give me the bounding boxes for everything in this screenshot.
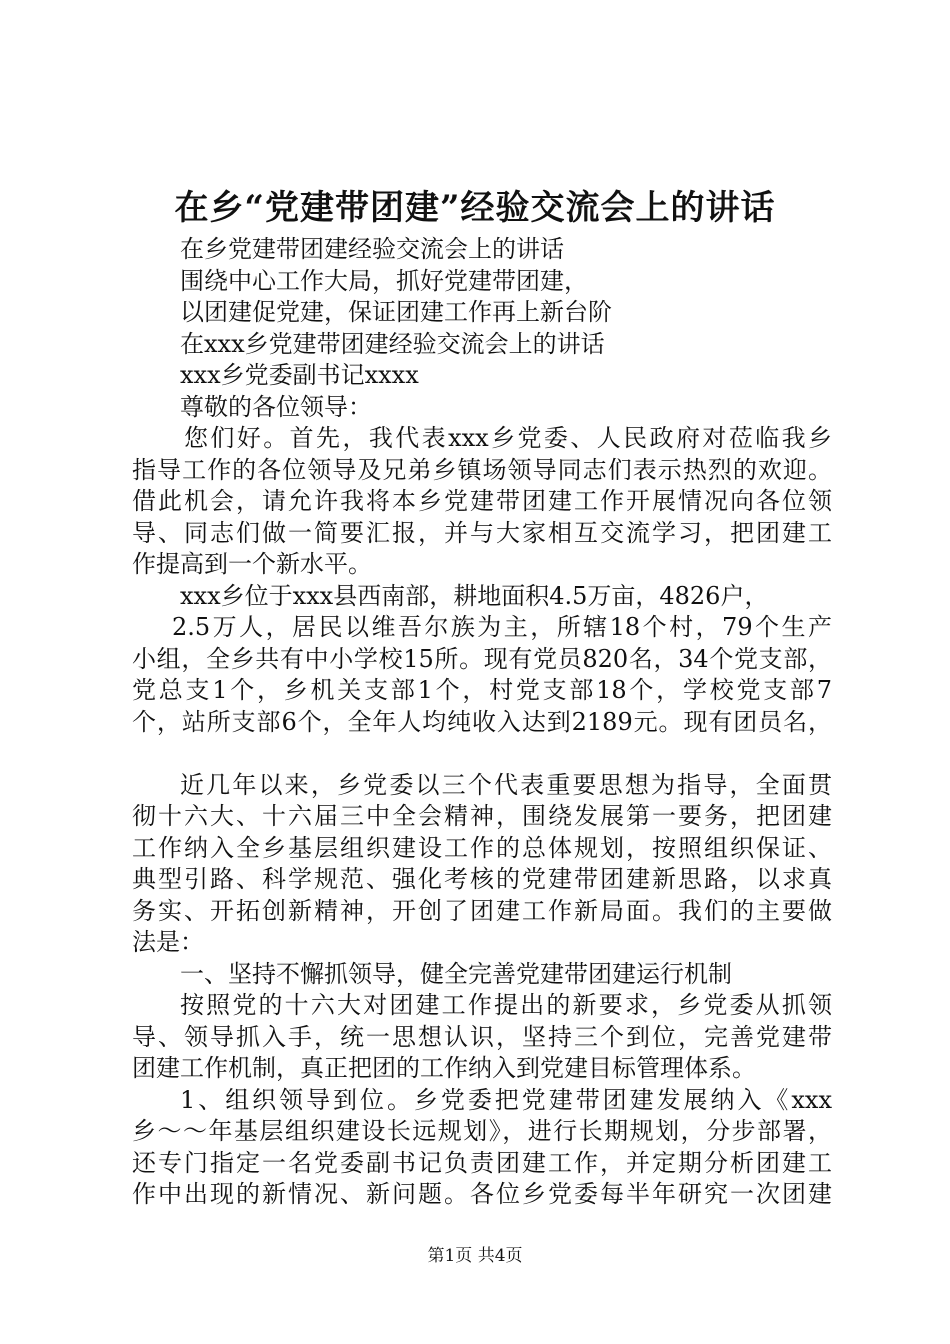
paragraph-line: 按照党的十六大对团建工作提出的新要求，乡党委从抓领 <box>180 991 832 1019</box>
document-title: 在乡“党建带团建”经验交流会上的讲话 <box>174 188 776 228</box>
paragraph-line: 党总支1个，乡机关支部1个，村党支部18个，学校党支部7 <box>132 676 832 704</box>
paragraph-line: 法是： <box>132 928 204 956</box>
paragraph-line: 工作纳入全乡基层组织建设工作的总体规划，按照组织保证、 <box>132 833 832 862</box>
paragraph-line: 导、领导抓入手，统一思想认识，坚持三个到位，完善党建带 <box>132 1022 832 1051</box>
paragraph-line: 团建工作机制，真正把团的工作纳入到党建目标管理体系。 <box>132 1054 756 1082</box>
document-body <box>132 234 832 1211</box>
paragraph-line: 1、组织领导到位。乡党委把党建带团建发展纳入《xxx <box>180 1085 832 1114</box>
paragraph-line: 近几年以来，乡党委以三个代表重要思想为指导，全面贯 <box>180 770 832 799</box>
paragraph-line: 小组，全乡共有中小学校15所。现有党员820名，34个党支部， <box>132 644 832 673</box>
heading-line: 在xxx乡党建带团建经验交流会上的讲话 <box>180 329 605 358</box>
speaker-line: xxx乡党委副书记xxxx <box>180 361 419 389</box>
paragraph-line: 乡～～年基层组织建设长远规划》，进行长期规划，分步部署， <box>132 1117 832 1145</box>
section-heading: 一、坚持不懈抓领导，健全完善党建带团建运行机制 <box>180 959 732 988</box>
paragraph-line: 借此机会，请允许我将本乡党建带团建工作开展情况向各位领 <box>132 487 832 515</box>
paragraph-line: 指导工作的各位领导及兄弟乡镇场领导同志们表示热烈的欢迎。 <box>132 455 832 484</box>
paragraph-line: 作中出现的新情况、新问题。各位乡党委每半年研究一次团建 <box>132 1180 832 1208</box>
paragraph-line: xxx乡位于xxx县西南部，耕地面积4.5万亩，4826户， <box>180 581 769 610</box>
paragraph-line: 典型引路、科学规范、强化考核的党建带团建新思路，以求真 <box>132 865 832 893</box>
salutation-line: 尊敬的各位领导： <box>180 392 372 421</box>
paragraph-line: 2.5万人，居民以维吾尔族为主，所辖18个村，79个生产 <box>172 613 832 641</box>
paragraph-line: 彻十六大、十六届三中全会精神，围绕发展第一要务，把团建 <box>132 802 832 830</box>
heading-line: 在乡党建带团建经验交流会上的讲话 <box>180 235 564 263</box>
paragraph-line: 您们好。首先，我代表xxx乡党委、人民政府对莅临我乡 <box>184 424 832 452</box>
heading-line: 以团建促党建，保证团建工作再上新台阶 <box>180 298 612 326</box>
paragraph-line: 个，站所支部6个，全年人均纯收入达到2189元。现有团员名， <box>132 707 832 736</box>
paragraph-line: 还专门指定一名党委副书记负责团建工作，并定期分析团建工 <box>132 1148 832 1177</box>
paragraph-line: 导、同志们做一简要汇报，并与大家相互交流学习，把团建工 <box>132 518 832 547</box>
blank-line <box>132 738 832 770</box>
page-footer: 第1页 共4页 <box>427 1246 523 1266</box>
heading-line: 围绕中心工作大局，抓好党建带团建， <box>180 266 588 295</box>
paragraph-line: 作提高到一个新水平。 <box>132 550 372 578</box>
paragraph-line: 务实、开拓创新精神，开创了团建工作新局面。我们的主要做 <box>132 896 832 925</box>
